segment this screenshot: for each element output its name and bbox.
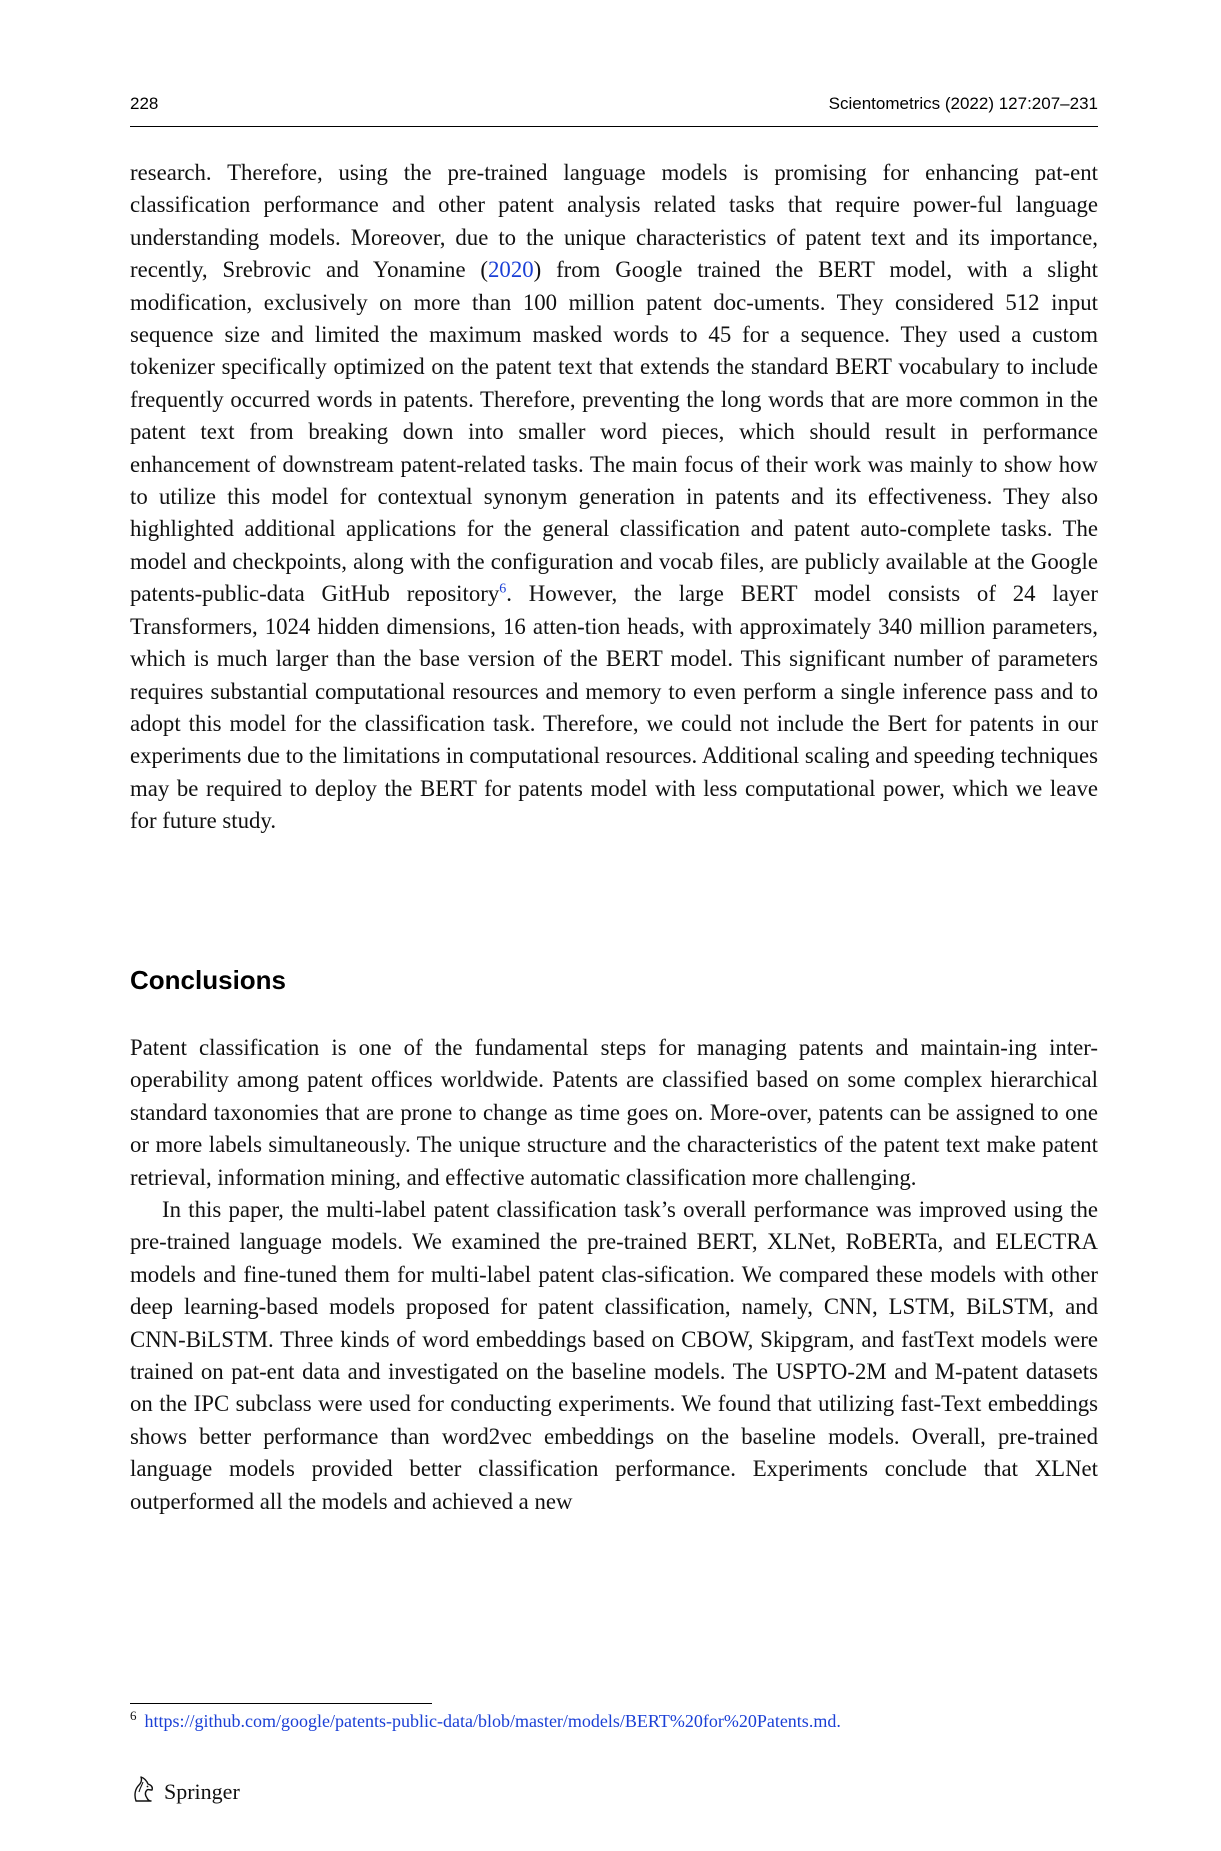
text-run: research. Therefore, using the pre-trained language models is promising for enhancing pat-ent classification performance and other patent analysis related tasks that require power-ful language understanding models. Moreover, due to the unique characteristics of patent text and its importance, recently, Srebrovic and Yonamine ( (130, 160, 1098, 283)
text-run: ) from Google trained the BERT model, with a slight modification, exclusively on more than 100 million patent doc-uments. They considered 512 input sequence size and limited the maximum masked words to 45 for a sequence. They used a custom tokenizer specifically optimized on the patent text that extends the standard BERT vocabulary to include frequently occurred words in patents. Therefore, preventing the long words that are more common in the patent text from breaking down into smaller word pieces, which should result in performance enhancement of downstream patent-related tasks. The main focus of their work was mainly to show how to utilize this model for contextual synonym generation in patents and its effectiveness. They also highlighted additional applications for the general classification and patent auto-complete tasks. The model and checkpoints, along with the configuration and vocab files, are publicly available at the Google patents-public-data GitHub repository (130, 257, 1098, 607)
springer-horse-icon (130, 1775, 164, 1809)
section-title: Conclusions (130, 965, 287, 995)
footnote-divider (130, 1703, 432, 1704)
citation-link[interactable]: 2020 (488, 257, 534, 283)
body-text (130, 157, 1098, 838)
publisher-name: Springer (164, 1779, 240, 1804)
footnote-mark: 6 (130, 1708, 137, 1723)
paragraph: Patent classification is one of the fundamental steps for managing patents and maintain-ing inter-operability among patent offices worldwide. Patents are classified based on some complex hierarchical standard taxonomies that are prone to change as time goes on. More-over, patents can be assigned to one or more labels simultaneously. The unique structure and the characteristics of the patent text make patent retrieval, information mining, and effective automatic classification more challenging. (130, 1035, 1098, 1190)
text-run: . However, the large BERT model consists of 24 layer Transformers, 1024 hidden dimensions, 16 atten-tion heads, with approximately 340 million parameters, which is much larger than the base version of the BERT model. This significant number of parameters requires substantial computational resources and memory to even perform a single inference pass and to adopt this model for the classification task. Therefore, we could not include the Bert for patents in our experiments due to the limitations in computational resources. Additional scaling and speeding techniques may be required to deploy the BERT for patents model with less computational power, which we leave for future study. (130, 581, 1099, 834)
footnote (130, 1708, 1098, 1734)
page-number: 228 (130, 94, 159, 113)
journal-citation: Scientometrics (2022) 127:207–231 (828, 94, 1098, 113)
footnote-url-link[interactable]: https://github.com/google/patents-public-data/blob/master/models/BERT%20for%20Patents.md. (144, 1711, 841, 1731)
conclusions-text (130, 1032, 1098, 1518)
paragraph (130, 157, 1098, 838)
paragraph: In this paper, the multi-label patent classification task’s overall performance was improved using the pre-trained language models. We examined the pre-trained BERT, XLNet, RoBERTa, and ELECTRA models and fine-tuned them for multi-label patent clas-sification. We compared these models with other deep learning-based models proposed for patent classification, namely, CNN, LSTM, BiLSTM, and CNN-BiLSTM. Three kinds of word embeddings based on CBOW, Skipgram, and fastText models were trained on pat-ent data and investigated on the baseline models. The USPTO-2M and M-patent datasets on the IPC subclass were used for conducting experiments. We found that utilizing fast-Text embeddings shows better performance than word2vec embeddings on the baseline models. Overall, pre-trained language models provided better classification performance. Experiments conclude that XLNet outperformed all the models and achieved a new (130, 1197, 1098, 1514)
footnote-ref[interactable]: 6 (499, 581, 507, 597)
running-head (130, 92, 1098, 127)
publisher-logo (130, 1776, 240, 1808)
